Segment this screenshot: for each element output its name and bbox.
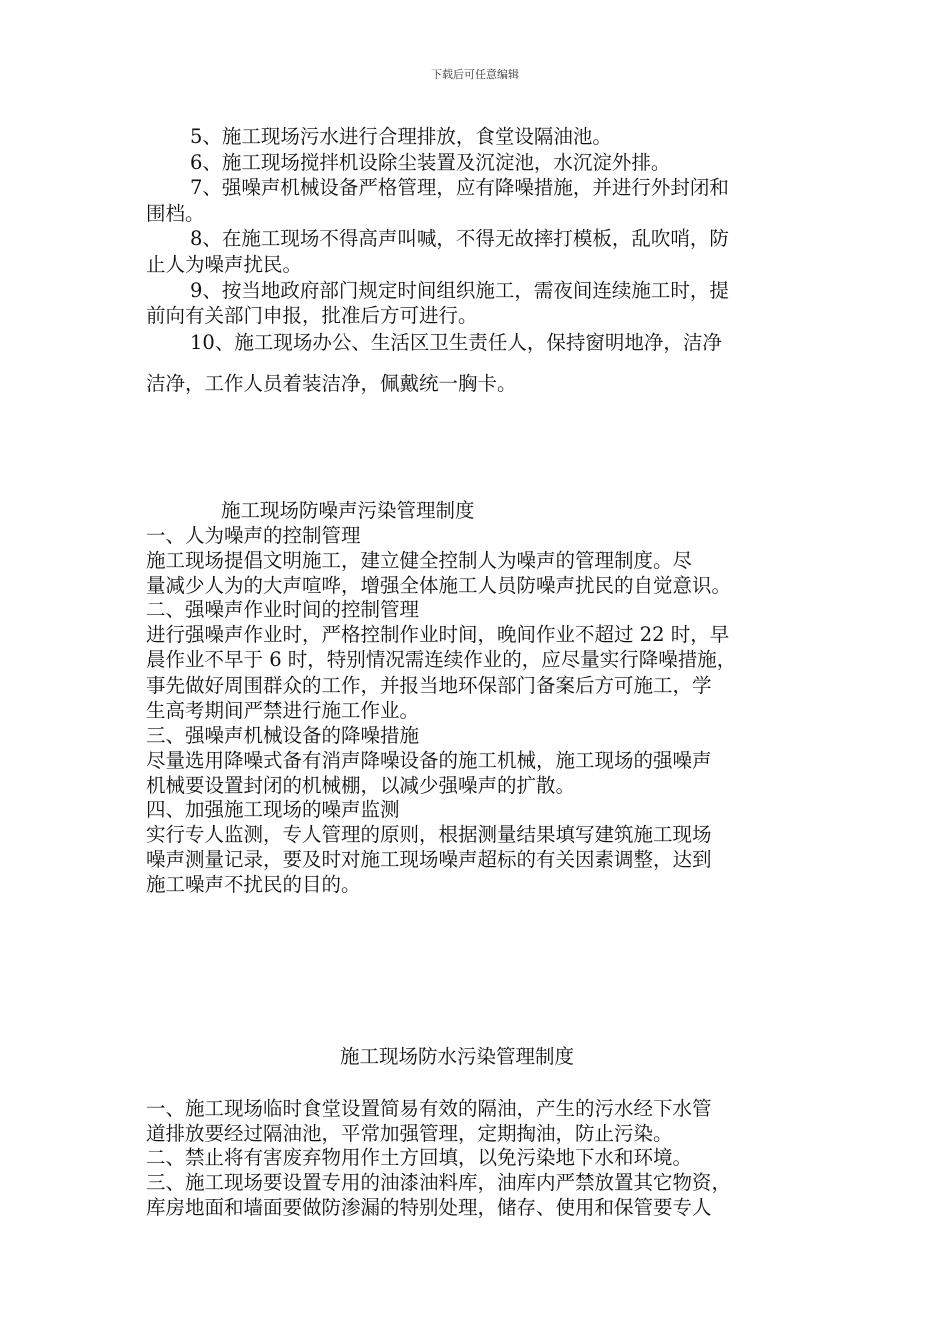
paragraph-line: 二、禁止将有害废弃物用作土方回填，以免污染地下水和环境。 <box>146 1146 693 1169</box>
item-6: 6、施工现场搅拌机设除尘装置及沉淀池，水沉淀外排。 <box>190 151 671 174</box>
heading-3: 三、强噪声机械设备的降噪措施 <box>146 724 420 747</box>
heading-4: 四、加强施工现场的噪声监测 <box>146 798 400 821</box>
paragraph-line: 库房地面和墙面要做防渗漏的特别处理，储存、使用和保管要专人 <box>146 1196 712 1219</box>
paragraph-line: 道排放要经过隔油池，平常加强管理，定期掏油，防止污染。 <box>146 1122 673 1145</box>
paragraph-line: 实行专人监测，专人管理的原则，根据测量结果填写建筑施工现场 <box>146 823 712 846</box>
item-9: 9、按当地政府部门规定时间组织施工，需夜间连续施工时，提 <box>190 279 729 302</box>
item-9-cont: 前向有关部门申报，批准后方可进行。 <box>146 304 478 327</box>
item-7: 7、强噪声机械设备严格管理，应有降噪措施，并进行外封闭和 <box>190 176 729 199</box>
paragraph-line: 进行强噪声作业时，严格控制作业时间，晚间作业不超过 22 时，早 <box>146 623 730 646</box>
paragraph-line: 施工现场提倡文明施工，建立健全控制人为噪声的管理制度。尽 <box>146 549 693 572</box>
item-10-cont: 洁净，工作人员着装洁净，佩戴统一胸卡。 <box>146 372 517 395</box>
section-3-title: 施工现场防水污染管理制度 <box>340 1045 575 1068</box>
item-8: 8、在施工现场不得高声叫喊，不得无故摔打模板，乱吹哨，防 <box>190 227 729 250</box>
item-5: 5、施工现场污水进行合理排放，食堂设隔油池。 <box>190 125 612 148</box>
paragraph-line: 量减少人为的大声喧哗，增强全体施工人员防噪声扰民的自觉意识。 <box>146 574 732 597</box>
paragraph-line: 事先做好周围群众的工作，并报当地环保部门备案后方可施工，学 <box>146 674 712 697</box>
paragraph-line: 施工噪声不扰民的目的。 <box>146 873 361 896</box>
paragraph-line: 晨作业不早于 6 时，特别情况需连续作业的，应尽量实行降噪措施， <box>146 648 737 671</box>
paragraph-line: 尽量选用降噪式备有消声降噪设备的施工机械，施工现场的强噪声 <box>146 749 712 772</box>
section-2-title: 施工现场防噪声污染管理制度 <box>221 499 475 522</box>
item-7-cont: 围档。 <box>146 202 205 225</box>
paragraph-line: 三、施工现场要设置专用的油漆油料库，油库内严禁放置其它物资， <box>146 1171 732 1194</box>
page-header: 下载后可任意编辑 <box>431 68 519 81</box>
paragraph-line: 机械要设置封闭的机械棚，以减少强噪声的扩散。 <box>146 774 576 797</box>
item-8-cont: 止人为噪声扰民。 <box>146 253 303 276</box>
item-10: 10、施工现场办公、生活区卫生责任人，保持窗明地净，洁净 <box>190 331 722 354</box>
heading-1: 一、人为噪声的控制管理 <box>146 524 361 547</box>
paragraph-line: 一、施工现场临时食堂设置简易有效的隔油，产生的污水经下水管 <box>146 1097 712 1120</box>
heading-2: 二、强噪声作业时间的控制管理 <box>146 598 420 621</box>
paragraph-line: 生高考期间严禁进行施工作业。 <box>146 699 420 722</box>
paragraph-line: 噪声测量记录，要及时对施工现场噪声超标的有关因素调整，达到 <box>146 848 712 871</box>
